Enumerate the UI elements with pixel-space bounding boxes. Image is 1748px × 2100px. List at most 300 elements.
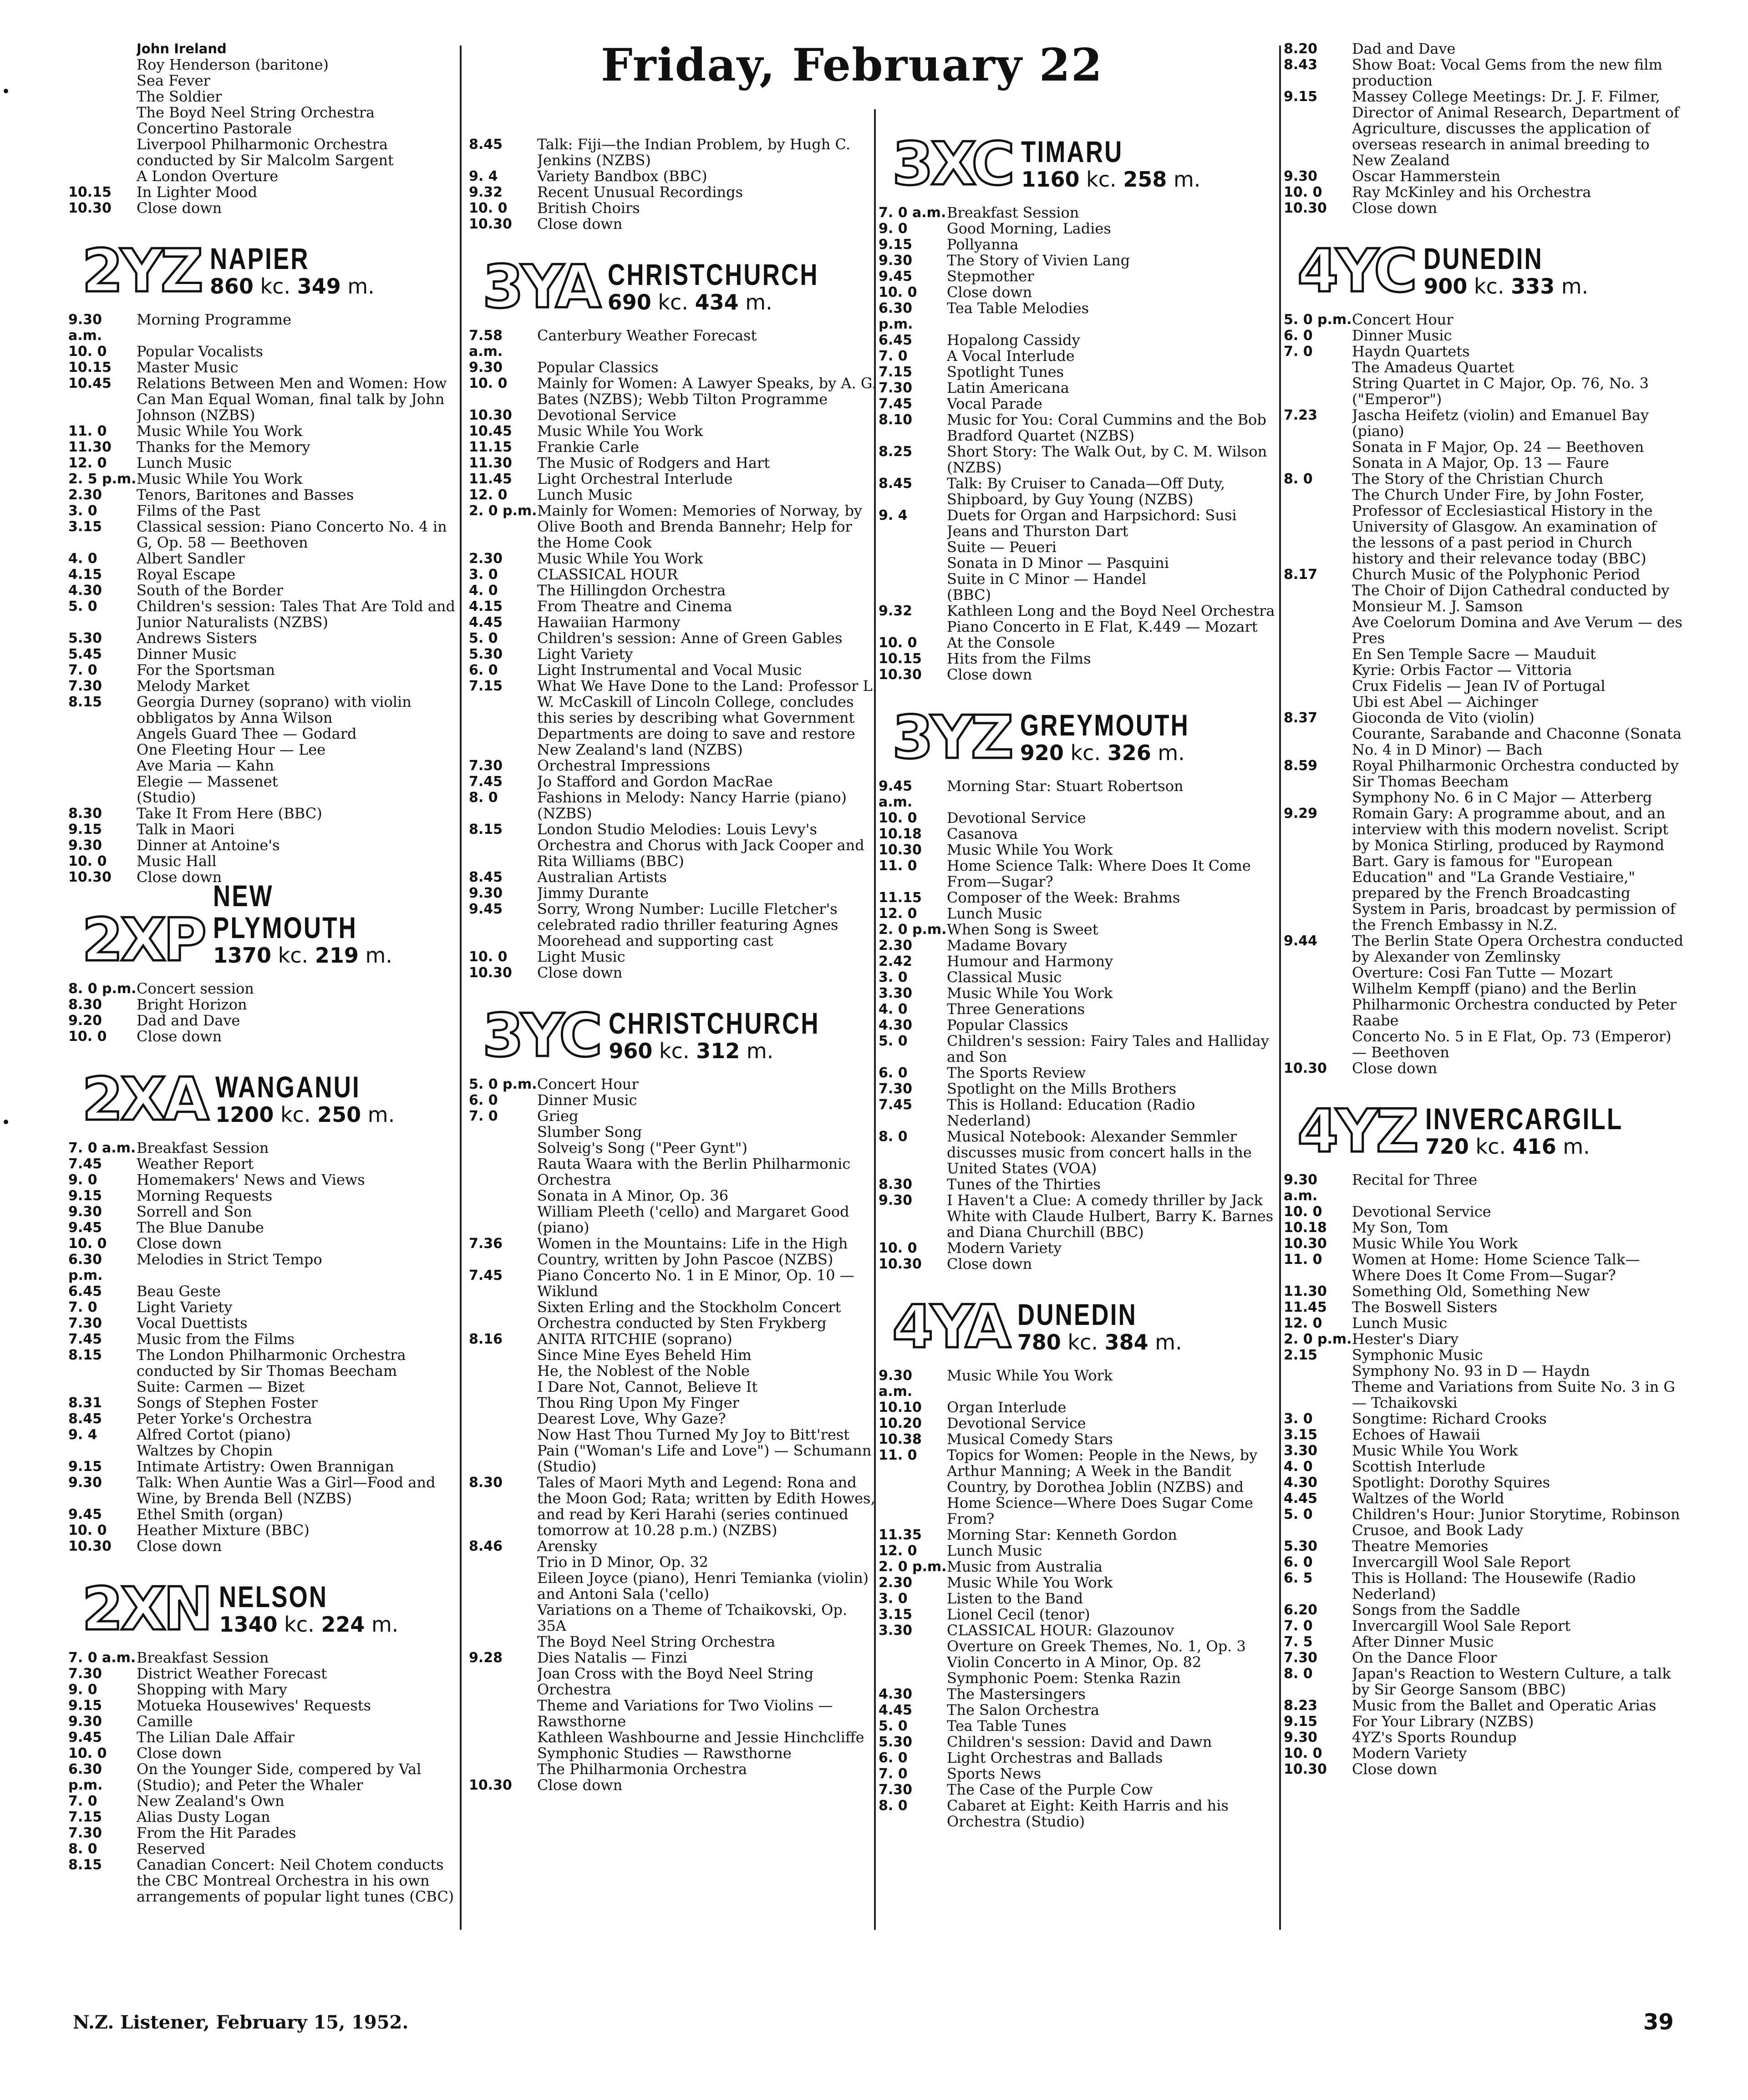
programme-entry — [68, 567, 460, 583]
station-logo: 2XP — [82, 905, 204, 974]
programme-entry — [469, 1634, 879, 1650]
programme-title: The Story of the Christian Church — [1352, 471, 1604, 487]
programme-entry — [879, 1097, 1279, 1129]
time: 10.30 — [469, 407, 512, 423]
time: 10.15 — [879, 651, 922, 667]
time: 3.15 — [1284, 1427, 1318, 1443]
programme-entry — [469, 885, 879, 901]
programme-entry — [879, 810, 1279, 826]
programme-entry — [68, 1156, 460, 1172]
programme-entry — [469, 1761, 879, 1777]
time: 4.30 — [879, 1686, 913, 1702]
programme-entry — [469, 583, 879, 599]
programme-entry — [879, 1782, 1279, 1798]
programme-entry — [68, 487, 460, 503]
time: 12. 0 — [1284, 1315, 1322, 1331]
programme-entry — [469, 503, 879, 551]
time: 10. 0 — [879, 635, 917, 651]
time: 5.30 — [1284, 1538, 1318, 1554]
programme-entry — [68, 1252, 460, 1283]
programme-title: Haydn Quartets — [1352, 344, 1470, 360]
programme-title: Thanks for the Memory — [137, 439, 310, 455]
programme-entry — [469, 646, 879, 662]
programme-title: Music While You Work — [947, 1575, 1113, 1591]
programme-title: A London Overture — [137, 168, 279, 184]
programme-entry — [879, 300, 1279, 332]
programme-entry — [1284, 1347, 1684, 1363]
programme-title: Tales of Maori Myth and Legend: Rona and the Moon God; Rata; written by Edith Howes, and read by Keri Harahi (series continued tomorrow at 10.28 p.m.) (NZBS) — [537, 1475, 875, 1538]
time: 10.30 — [1284, 1236, 1327, 1252]
programme-title: Music While You Work — [537, 423, 703, 439]
time — [1284, 662, 1352, 678]
programme-entry — [879, 507, 1279, 539]
continued-listing — [1284, 41, 1684, 216]
time — [469, 1347, 537, 1363]
programme-entry — [1284, 806, 1684, 933]
programme-entry — [1284, 439, 1684, 455]
programme-entry — [1284, 1236, 1684, 1252]
time: 7.45 — [469, 774, 503, 790]
time: 10.30 — [879, 667, 922, 683]
time — [469, 1459, 537, 1475]
programme-entry — [879, 1368, 1279, 1400]
programme-entry — [879, 1065, 1279, 1081]
programme-entry — [1284, 1363, 1684, 1379]
time: 9.15 — [879, 237, 913, 253]
time: 4.45 — [879, 1702, 913, 1718]
programme-entry — [879, 1798, 1279, 1830]
programme-entry — [68, 742, 460, 758]
programme-title: Music While You Work — [1352, 1236, 1518, 1252]
time: 7. 5 — [1284, 1634, 1313, 1650]
programme-title: Theatre Memories — [1352, 1538, 1489, 1554]
programme-title: Jascha Heifetz (violin) and Emanuel Bay (piano) — [1352, 407, 1649, 439]
programme-title: Talk: By Cruiser to Canada—Off Duty, Shipboard, by Guy Young (NZBS) — [947, 476, 1225, 507]
time: 9.32 — [469, 184, 503, 200]
programme-entry — [879, 1575, 1279, 1591]
time: 6.20 — [1284, 1602, 1318, 1618]
programme-title: Variations on a Theme of Tchaikovski, Op. 35A — [537, 1602, 848, 1634]
programme-title: Close down — [1352, 1060, 1438, 1076]
time — [1284, 965, 1352, 981]
time: 9.45 — [68, 1507, 102, 1522]
programme-title: Breakfast Session — [137, 1140, 269, 1156]
programme-title: For Your Library (NZBS) — [1352, 1714, 1534, 1730]
time: 9. 0 — [879, 221, 908, 237]
programme-title: Jimmy Durante — [537, 885, 649, 901]
programme-entry — [469, 1777, 879, 1793]
programme-entry — [1284, 1443, 1684, 1459]
column-3 — [879, 109, 1279, 1830]
programme-title: Theme and Variations for Two Violins — Rawsthorne — [537, 1698, 833, 1730]
programme-entry — [469, 168, 879, 184]
programme-title: Reserved — [137, 1841, 206, 1857]
programme-title: What We Have Done to the Land: Professor L. W. McCaskill of Lincoln College, concludes this series by describing what Government Departments are doing to save and restore New Zealand's land (NZBS) — [537, 678, 877, 758]
programme-title: Scottish Interlude — [1352, 1459, 1485, 1475]
time: 8.30 — [68, 806, 102, 822]
time: 3.30 — [1284, 1443, 1318, 1459]
time — [1284, 646, 1352, 662]
m-unit: m. — [365, 943, 392, 968]
programme-title: Shopping with Mary — [137, 1682, 287, 1698]
programme-entry — [1284, 933, 1684, 965]
time: 9. 4 — [68, 1427, 97, 1443]
programme-entry — [1284, 1745, 1684, 1761]
time — [879, 555, 947, 571]
time: 9.30 — [1284, 168, 1318, 184]
time: 8.23 — [1284, 1698, 1318, 1714]
programme-entry — [1284, 344, 1684, 360]
programme-title: Morning Requests — [137, 1188, 273, 1204]
time: 8.45 — [879, 476, 913, 492]
programme-title: Symphonic Music — [1352, 1347, 1483, 1363]
programme-title: Royal Escape — [137, 567, 236, 583]
programme-title: The Church Under Fire, by John Foster, Professor of Ecclesiastical History in the University of Glasgow. An examination of the lessons of a past period in Church history and their relevance today (BBC) — [1352, 487, 1657, 567]
programme-entry — [469, 965, 879, 981]
programme-entry — [879, 269, 1279, 284]
time — [469, 1634, 537, 1650]
station-logo: 3YZ — [892, 703, 1011, 772]
programme-entry — [68, 360, 460, 375]
time: 5.30 — [469, 646, 503, 662]
station-info — [213, 880, 460, 967]
programme-title: Music While You Work — [947, 985, 1113, 1001]
time: 10.30 — [1284, 1060, 1327, 1076]
time: 3. 0 — [68, 503, 97, 519]
programme-entry — [879, 651, 1279, 667]
time: 3.30 — [879, 1623, 913, 1638]
time: 3. 0 — [1284, 1411, 1313, 1427]
time: 9.32 — [879, 603, 913, 619]
programme-entry — [879, 1766, 1279, 1782]
programme-title: Lunch Music — [947, 1543, 1042, 1559]
programme-title: Slumber Song — [537, 1124, 642, 1140]
time: 4. 0 — [879, 1001, 908, 1017]
programme-title: Andrews Sisters — [137, 630, 257, 646]
programme-entry — [1284, 184, 1684, 200]
time: 8.15 — [68, 1857, 102, 1873]
time: 8. 0 — [879, 1798, 908, 1814]
programme-title: Dinner Music — [537, 1092, 637, 1108]
programme-entry — [879, 858, 1279, 890]
column-1 — [68, 41, 460, 1905]
time: 5. 0 — [469, 630, 498, 646]
programme-entry — [68, 694, 460, 726]
programme-entry — [1284, 583, 1684, 614]
programme-title: Modern Variety — [1352, 1745, 1467, 1761]
programme-entry — [879, 253, 1279, 269]
time: 7.30 — [68, 1825, 102, 1841]
programme-entry — [879, 1686, 1279, 1702]
programme-title: I Dare Not, Cannot, Believe It — [537, 1379, 758, 1395]
kilocycles: 960 — [609, 1039, 653, 1063]
programme-title: Kyrie: Orbis Factor — Vittoria — [1352, 662, 1572, 678]
time: 7. 0 — [68, 1299, 97, 1315]
programme-entry — [68, 1730, 460, 1745]
programme-title: Massey College Meetings: Dr. J. F. Filmer, Director of Animal Research, Department of Agriculture, discusses the application of overseas research in animal breeding to New Zealand — [1352, 89, 1679, 168]
programme-entry — [1284, 1379, 1684, 1411]
programme-title: A Vocal Interlude — [947, 348, 1075, 364]
programme-entry — [469, 1475, 879, 1538]
time: 9.44 — [1284, 933, 1318, 949]
programme-title: Tea Table Tunes — [947, 1718, 1067, 1734]
programme-title: Dies Natalis — Finzi — [537, 1650, 687, 1666]
programme-title: Close down — [137, 1538, 222, 1554]
programme-entry — [879, 1447, 1279, 1527]
time: 5.30 — [879, 1734, 913, 1750]
programme-entry — [469, 471, 879, 487]
time: 10.45 — [68, 375, 112, 391]
time: 3.15 — [68, 519, 102, 535]
kilocycles: 900 — [1423, 274, 1468, 299]
station-frequency — [609, 1039, 873, 1063]
station-city: DUNEDIN — [1423, 242, 1544, 275]
programme-entry — [879, 1591, 1279, 1607]
programme-entry — [1284, 1204, 1684, 1220]
programme-title: Lunch Music — [1352, 1315, 1448, 1331]
station-4ya-listings — [879, 1368, 1279, 1830]
station-city: CHRISTCHURCH — [609, 1006, 820, 1040]
programme-title: Japan's Reaction to Western Culture, a talk by Sir George Sansom (BBC) — [1352, 1666, 1671, 1698]
time — [469, 1411, 537, 1427]
programme-entry — [68, 168, 460, 184]
programme-entry — [68, 551, 460, 567]
station-2xn-listings — [68, 1650, 460, 1905]
time: 9.30 a.m. — [879, 1368, 913, 1400]
programme-title: (Studio) — [137, 790, 196, 806]
programme-title: Close down — [137, 200, 222, 216]
programme-entry — [879, 284, 1279, 300]
time — [879, 1670, 947, 1686]
time: 10.18 — [879, 826, 922, 842]
programme-title: Sonata in A Minor, Op. 36 — [537, 1188, 729, 1204]
programme-entry — [879, 619, 1279, 635]
programme-title: Sixten Erling and the Stockholm Concert Orchestra conducted by Sten Frykberg — [537, 1299, 841, 1331]
continued-listing — [68, 41, 460, 216]
time: 8.15 — [68, 694, 102, 710]
time: 11.30 — [68, 439, 112, 455]
time: 9.30 a.m. — [1284, 1172, 1318, 1204]
time: 7.15 — [68, 1809, 102, 1825]
programme-entry — [1284, 981, 1684, 1029]
time: 9.30 — [68, 1714, 102, 1730]
programme-entry — [469, 1570, 879, 1602]
programme-entry — [68, 1507, 460, 1522]
programme-entry — [68, 726, 460, 742]
programme-entry — [1284, 1507, 1684, 1538]
programme-title: Invercargill Wool Sale Report — [1352, 1554, 1571, 1570]
time: 9. 4 — [469, 168, 498, 184]
m-unit: m. — [745, 290, 772, 314]
kc-unit: kc. — [659, 1039, 690, 1063]
time: 9.30 — [68, 1204, 102, 1220]
programme-entry — [469, 1411, 879, 1427]
programme-entry — [1284, 1634, 1684, 1650]
time: 10.30 — [879, 1256, 922, 1272]
programme-title: Symphony No. 93 in D — Haydn — [1352, 1363, 1590, 1379]
programme-entry — [879, 969, 1279, 985]
station-4yz-header — [1297, 1096, 1684, 1166]
time — [879, 1638, 947, 1654]
programme-title: Alias Dusty Logan — [137, 1809, 270, 1825]
time — [469, 1698, 537, 1730]
time — [469, 1730, 537, 1745]
time: 4.45 — [1284, 1491, 1318, 1507]
time: 2. 0 p.m. — [879, 922, 947, 938]
time: 8.45 — [469, 137, 503, 152]
programme-title: Talk: When Auntie Was a Girl—Food and Wine, by Brenda Bell (NZBS) — [137, 1475, 436, 1507]
time — [68, 89, 137, 105]
programme-title: CLASSICAL HOUR — [537, 567, 678, 583]
programme-entry — [469, 901, 879, 949]
programme-title: Camille — [137, 1714, 193, 1730]
programme-title: When Song is Sweet — [947, 922, 1098, 938]
programme-entry — [879, 1192, 1279, 1240]
programme-entry — [68, 137, 460, 168]
programme-entry — [1284, 678, 1684, 694]
programme-entry — [879, 571, 1279, 587]
time: 8.59 — [1284, 758, 1318, 774]
programme-entry — [68, 758, 460, 774]
time: 6. 5 — [1284, 1570, 1313, 1586]
time: 11.30 — [469, 455, 512, 471]
time: 10. 0 — [68, 1745, 107, 1761]
programme-title: Oscar Hammerstein — [1352, 168, 1501, 184]
programme-title: Dinner at Antoine's — [137, 837, 280, 853]
programme-title: Musical Notebook: Alexander Semmler discusses music from concert halls in the United States (VOA) — [947, 1129, 1252, 1177]
programme-title: Sonata in D Minor — Pasquini — [947, 555, 1169, 571]
time: 10. 0 — [68, 1522, 107, 1538]
time: 10.30 — [469, 965, 512, 981]
programme-entry — [469, 1331, 879, 1347]
programme-title: Short Story: The Walk Out, by C. M. Wilson (NZBS) — [947, 444, 1267, 476]
station-city: NELSON — [219, 1580, 328, 1613]
programme-title: Ave Maria — Kahn — [137, 758, 274, 774]
programme-entry — [68, 646, 460, 662]
page-number: 39 — [1643, 2009, 1674, 2035]
station-logo: 3YC — [483, 1001, 600, 1070]
programme-title: Waltzes by Chopin — [137, 1443, 273, 1459]
programme-title: Topics for Women: People in the News, by Arthur Manning; A Week in the Bandit Country, by Dorothea Joblin (NZBS) and Home Science—Where Does Sugar Come From? — [947, 1447, 1258, 1527]
station-city: TIMARU — [1021, 135, 1123, 168]
programme-title: Close down — [947, 284, 1032, 300]
programme-title: From Theatre and Cinema — [537, 599, 732, 614]
kilocycles: 860 — [209, 274, 254, 299]
programme-entry — [879, 1240, 1279, 1256]
programme-title: Echoes of Hawaii — [1352, 1427, 1480, 1443]
station-3yc-listings — [469, 1076, 879, 1793]
time: 7.36 — [469, 1236, 503, 1252]
time: 11. 0 — [1284, 1252, 1322, 1268]
programme-entry — [469, 599, 879, 614]
kc-unit: kc. — [658, 290, 688, 314]
programme-entry — [1284, 758, 1684, 790]
programme-entry — [1284, 710, 1684, 726]
programme-entry — [879, 380, 1279, 396]
programme-entry — [68, 1793, 460, 1809]
programme-title: ANITA RITCHIE (soprano) — [537, 1331, 732, 1347]
time — [469, 1188, 537, 1204]
programme-title: Good Morning, Ladies — [947, 221, 1111, 237]
time: 7. 0 — [68, 1793, 97, 1809]
time: 7. 0 — [1284, 344, 1313, 360]
programme-title: The Berlin State Opera Orchestra conducted by Alexander von Zemlinsky — [1352, 933, 1684, 965]
programme-entry — [469, 869, 879, 885]
time: 8.45 — [68, 1411, 102, 1427]
programme-title: Melodies in Strict Tempo — [137, 1252, 322, 1268]
programme-entry — [879, 1623, 1279, 1638]
programme-title: The Choir of Dijon Cathedral conducted by Monsieur M. J. Samson — [1352, 583, 1670, 614]
programme-title: Ubi est Abel — Aichinger — [1352, 694, 1538, 710]
time: 7. 0 — [469, 1108, 498, 1124]
programme-title: Courante, Sarabande and Chaconne (Sonata No. 4 in D Minor) — Bach — [1352, 726, 1682, 758]
programme-title: CLASSICAL HOUR: Glazounov — [947, 1623, 1174, 1638]
time: 5. 0 p.m. — [1284, 312, 1352, 328]
station-frequency — [1017, 1330, 1182, 1354]
programme-entry — [469, 1204, 879, 1236]
time: 6.30 p.m. — [68, 1761, 103, 1793]
programme-title: Films of the Past — [137, 503, 260, 519]
time: 8. 0 — [68, 1841, 97, 1857]
time: 4.30 — [1284, 1475, 1318, 1491]
time: 7.15 — [469, 678, 503, 694]
time: 9.15 — [68, 1459, 102, 1475]
programme-title: The Philharmonia Orchestra — [537, 1761, 747, 1777]
time: 7. 0 a.m. — [68, 1650, 136, 1666]
programme-entry — [879, 237, 1279, 253]
programme-title: Albert Sandler — [137, 551, 245, 567]
programme-entry — [879, 1734, 1279, 1750]
time: 8.10 — [879, 412, 913, 428]
programme-entry — [469, 662, 879, 678]
programme-entry — [68, 1459, 460, 1475]
programme-entry — [68, 1809, 460, 1825]
programme-entry — [469, 1140, 879, 1156]
time: 8.30 — [879, 1177, 913, 1192]
programme-title: Music for You: Coral Cummins and the Bob Bradford Quartet (NZBS) — [947, 412, 1266, 444]
time: 10. 0 — [1284, 184, 1322, 200]
programme-title: Intimate Artistry: Owen Brannigan — [137, 1459, 394, 1475]
programme-entry — [68, 1427, 460, 1443]
time: 3.30 — [879, 985, 913, 1001]
programme-entry — [1284, 1602, 1684, 1618]
time: 11.45 — [1284, 1299, 1327, 1315]
programme-title: The Case of the Purple Cow — [947, 1782, 1153, 1798]
time: 6.30 p.m. — [68, 1252, 103, 1283]
programme-entry — [68, 1841, 460, 1857]
programme-title: Wilhelm Kempff (piano) and the Berlin Philharmonic Orchestra conducted by Peter Raabe — [1352, 981, 1677, 1029]
programme-entry — [469, 1379, 879, 1395]
programme-title: Piano Concerto No. 1 in E Minor, Op. 10 — Wiklund — [537, 1268, 854, 1299]
programme-entry — [469, 1299, 879, 1331]
programme-title: Dad and Dave — [137, 1013, 240, 1029]
page-title: Friday, February 22 — [601, 39, 1103, 91]
programme-entry — [68, 1650, 460, 1666]
programme-entry — [1284, 1283, 1684, 1299]
programme-entry — [1284, 1459, 1684, 1475]
programme-entry — [469, 328, 879, 360]
programme-title: Mainly for Women: A Lawyer Speaks, by A. G. Bates (NZBS); Webb Tilton Programme — [537, 375, 877, 407]
programme-entry — [68, 1538, 460, 1554]
programme-entry — [469, 1459, 879, 1475]
programme-title: Close down — [947, 667, 1032, 683]
programme-title: Waltzes of the World — [1352, 1491, 1504, 1507]
time: 11.15 — [879, 890, 922, 906]
programme-entry — [469, 1268, 879, 1299]
programme-entry — [1284, 487, 1684, 567]
programme-entry — [68, 790, 460, 806]
time: 8.30 — [68, 997, 102, 1013]
